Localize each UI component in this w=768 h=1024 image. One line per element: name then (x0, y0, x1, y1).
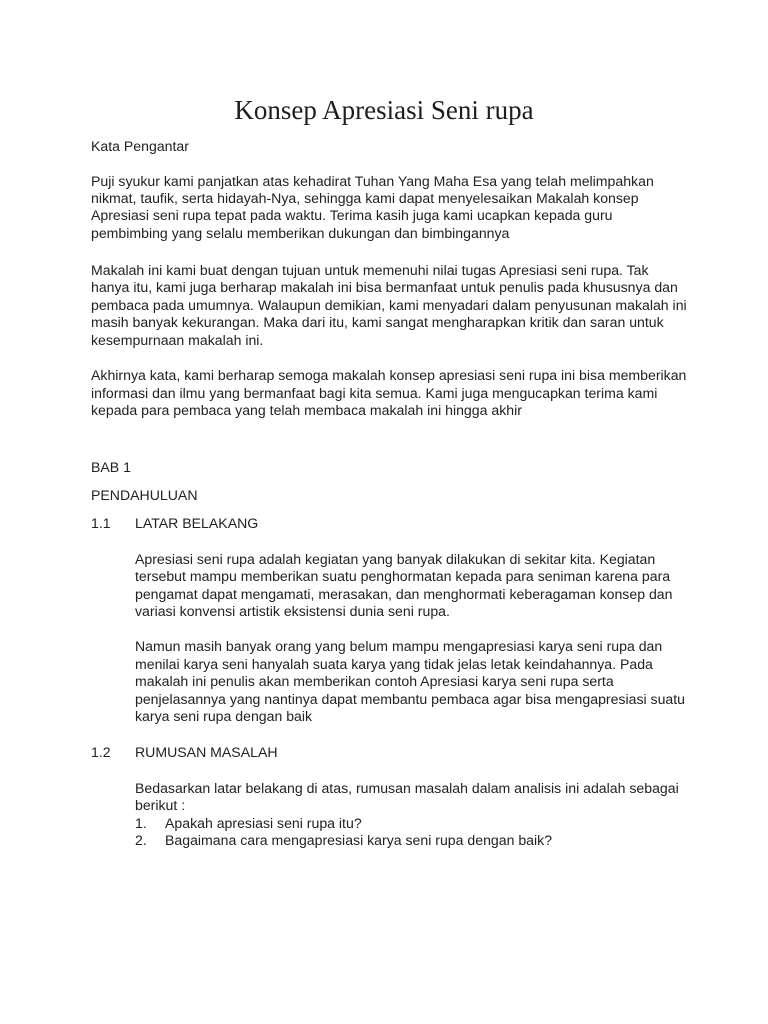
background-p1-line: Apresiasi seni rupa adalah kegiatan yang banyak dilakukan di sekitar kita. Kegiatan (135, 551, 656, 567)
background-p2-line: makalah ini penulis akan memberikan contoh Apresiasi karya seni rupa serta (135, 673, 614, 689)
background-p1-line: pengamat dapat mengamati, merasakan, dan menghormati keberagaman konsep dan (135, 586, 673, 602)
preface-p2-line: Makalah ini kami buat dengan tujuan untuk memenuhi nilai tugas Apresiasi seni rupa. Tak (91, 262, 649, 278)
problem-intro-line: berikut : (135, 797, 186, 813)
list-number: 1. (135, 815, 147, 831)
background-p2-line: karya seni rupa dengan baik (135, 708, 313, 724)
preface-p1-line: nikmat, taufik, serta hidayah-Nya, sehingga kami dapat menyelesaikan Makalah konsep (91, 190, 639, 206)
background-p2-line: menilai karya seni hanyalah suata karya yang tidak jelas letak keindahannya. Pada (135, 656, 653, 672)
background-p2-line: penjelasannya yang nantinya dapat membantu pembaca agar bisa mengapresiasi suatu (135, 691, 686, 707)
background-p2-line: Namun masih banyak orang yang belum mampu mengapresiasi karya seni rupa dan (135, 638, 663, 654)
list-text: Bagaimana cara mengapresiasi karya seni rupa dengan baik? (165, 832, 553, 848)
background-p1-line: variasi konvensi artistik eksistensi dunia seni rupa. (135, 603, 450, 619)
list-text: Apakah apresiasi seni rupa itu? (165, 815, 362, 831)
preface-p1-line: pembimbing yang selalu memberikan dukungan dan bimbingannya (91, 225, 510, 241)
preface-p2-line: pembaca pada umumnya. Walaupun demikian, kami menyadari dalam penyusunan makalah ini (91, 297, 687, 313)
preface-p2-line: masih banyak kekurangan. Maka dari itu, kami sangat mengharapkan kritik dan saran untuk (91, 314, 664, 330)
preface-p2-line: kesempurnaan makalah ini. (91, 332, 264, 348)
preface-p2-line: hanya itu, kami juga berharap makalah ini bisa bermanfaat untuk penulis pada khususnya dan (91, 279, 678, 295)
document-title: Konsep Apresiasi Seni rupa (234, 95, 534, 125)
preface-p1-line: Apresiasi seni rupa tepat pada waktu. Terima kasih juga kami ucapkan kepada guru (91, 207, 613, 223)
section-title: RUMUSAN MASALAH (135, 744, 278, 760)
problem-intro-line: Bedasarkan latar belakang di atas, rumusan masalah dalam analisis ini adalah sebagai (135, 780, 679, 796)
section-title: LATAR BELAKANG (135, 515, 259, 531)
list-number: 2. (135, 832, 147, 848)
preface-p3-line: informasi dan ilmu yang bermanfaat bagi kita semua. Kami juga mengucapkan terima kami (91, 385, 658, 401)
preface-p3-line: Akhirnya kata, kami berharap semoga makalah konsep apresiasi seni rupa ini bisa memberikan (91, 367, 687, 383)
background-p1-line: tersebut mampu memberikan suatu penghormatan kepada para seniman karena para (135, 568, 671, 584)
preface-p1-line: Puji syukur kami panjatkan atas kehadirat Tuhan Yang Maha Esa yang telah melimpahkan (91, 173, 654, 189)
chapter-label: BAB 1 (91, 459, 131, 475)
section-number: 1.1 (91, 515, 111, 531)
section-number: 1.2 (91, 744, 111, 760)
chapter-title: PENDAHULUAN (91, 487, 198, 503)
preface-p3-line: kepada para pembaca yang telah membaca makalah ini hingga akhir (91, 402, 522, 418)
preface-heading: Kata Pengantar (91, 138, 189, 154)
